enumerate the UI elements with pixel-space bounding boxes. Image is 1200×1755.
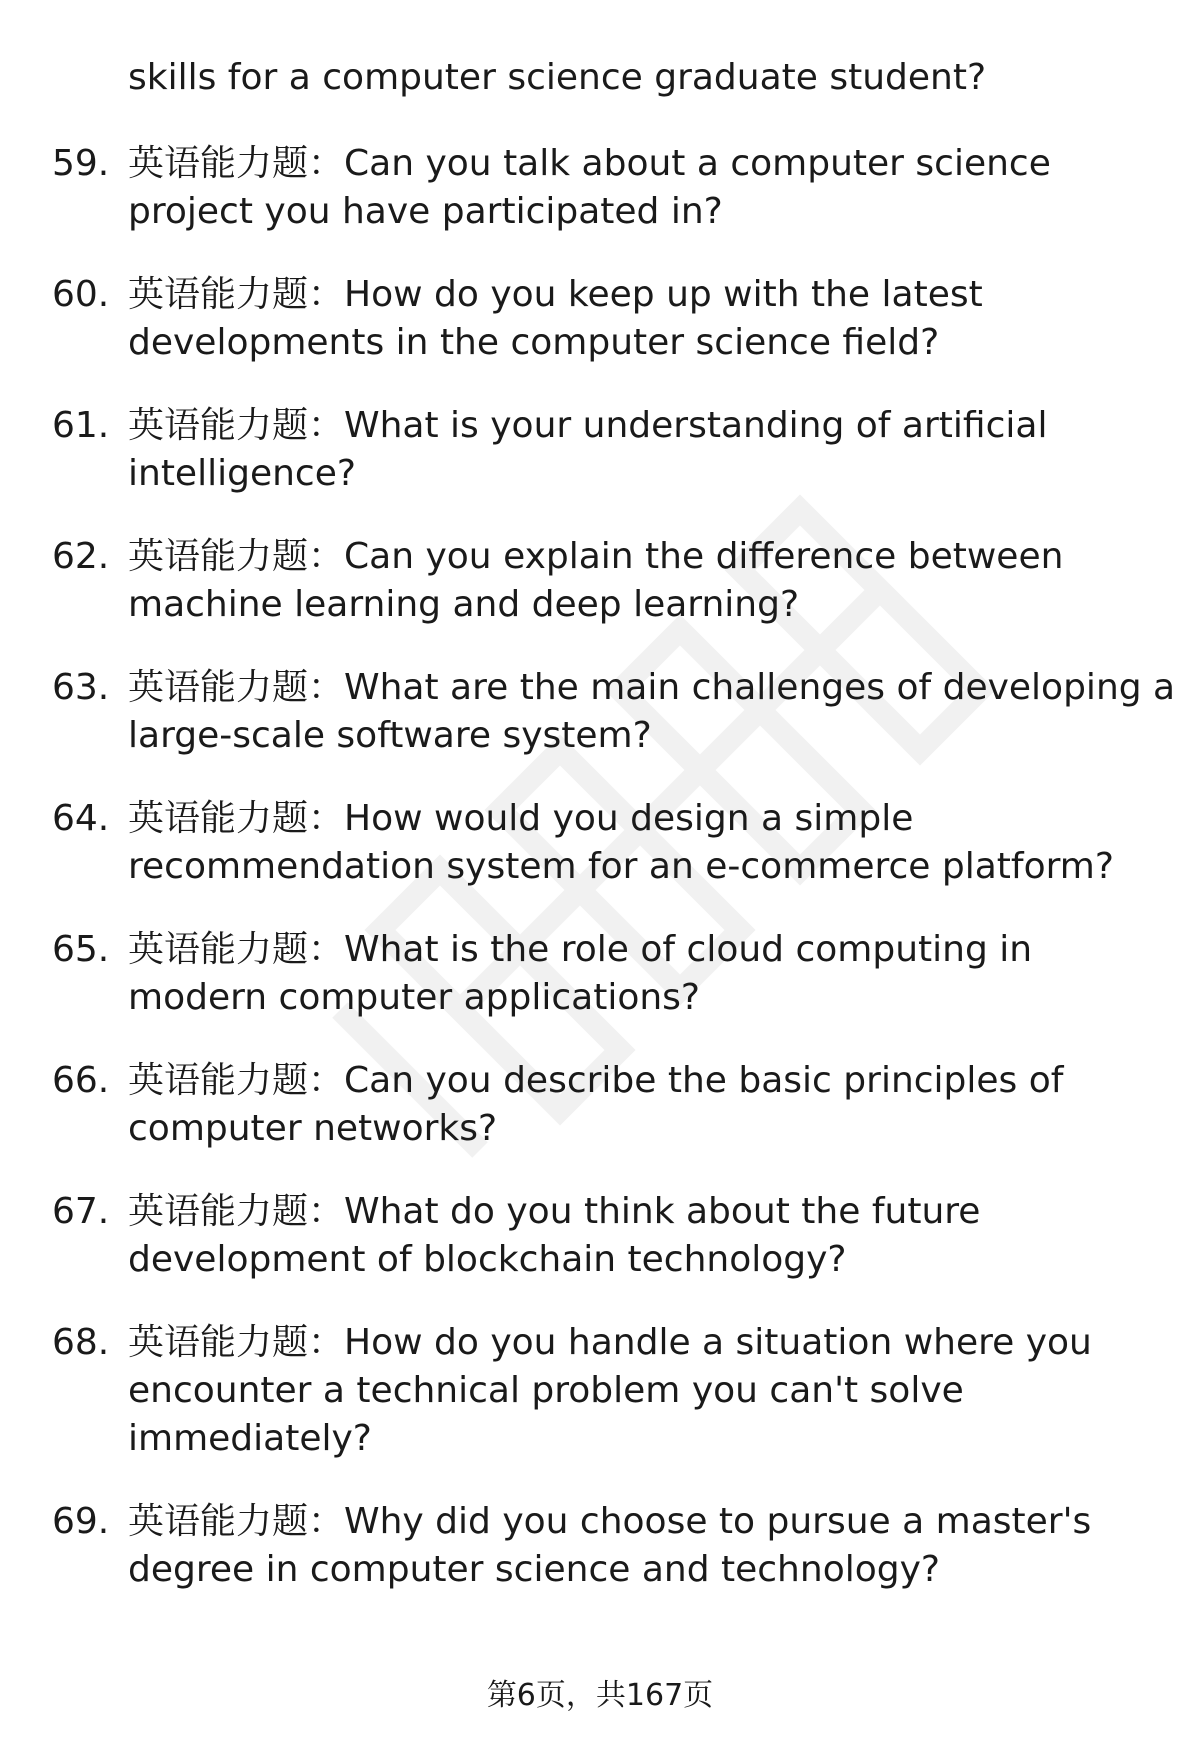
question-number: 61. bbox=[52, 405, 110, 446]
question-body bbox=[128, 533, 1180, 629]
question-item bbox=[0, 533, 1200, 629]
question-category-label: 英语能力题： bbox=[128, 405, 345, 446]
question-item bbox=[0, 664, 1200, 760]
question-number: 65. bbox=[52, 929, 110, 970]
question-body bbox=[128, 664, 1180, 760]
question-text: How do you handle a situation where you encounter a technical problem you can't solve immediately? bbox=[128, 1322, 1092, 1459]
question-number: 68. bbox=[52, 1322, 110, 1363]
question-item bbox=[0, 271, 1200, 367]
question-text: What do you think about the future development of blockchain technology? bbox=[128, 1191, 981, 1280]
question-item bbox=[0, 1498, 1200, 1594]
question-number: 67. bbox=[52, 1191, 110, 1232]
question-body bbox=[128, 1319, 1180, 1463]
question-number: 62. bbox=[52, 536, 110, 577]
question-item bbox=[0, 140, 1200, 236]
question-text: Can you talk about a computer science project you have participated in? bbox=[128, 143, 1051, 232]
question-number: 59. bbox=[52, 143, 110, 184]
question-text: Why did you choose to pursue a master's degree in computer science and technology? bbox=[128, 1501, 1092, 1590]
question-body bbox=[128, 1498, 1180, 1594]
question-category-label: 英语能力题： bbox=[128, 143, 345, 184]
question-text: What is the role of cloud computing in modern computer applications? bbox=[128, 929, 1033, 1018]
question-body bbox=[128, 140, 1180, 236]
question-list bbox=[0, 140, 1200, 1629]
question-category-label: 英语能力题： bbox=[128, 929, 345, 970]
question-number: 60. bbox=[52, 274, 110, 315]
question-text: What is your understanding of artificial intelligence? bbox=[128, 405, 1048, 494]
question-body bbox=[128, 1188, 1180, 1284]
question-item bbox=[0, 1188, 1200, 1284]
question-category-label: 英语能力题： bbox=[128, 536, 345, 577]
question-body bbox=[128, 402, 1180, 498]
question-number: 63. bbox=[52, 667, 110, 708]
question-text: How would you design a simple recommendation system for an e-commerce platform? bbox=[128, 798, 1114, 887]
question-text: Can you explain the difference between machine learning and deep learning? bbox=[128, 536, 1064, 625]
question-item bbox=[0, 926, 1200, 1022]
question-category-label: 英语能力题： bbox=[128, 274, 345, 315]
question-item bbox=[0, 1319, 1200, 1463]
page-footer: 第6页，共167页 bbox=[486, 1678, 714, 1713]
question-item bbox=[0, 795, 1200, 891]
question-category-label: 英语能力题： bbox=[128, 1060, 345, 1101]
question-text: How do you keep up with the latest developments in the computer science field? bbox=[128, 274, 983, 363]
question-body bbox=[128, 926, 1180, 1022]
question-text: What are the main challenges of developing a large-scale software system? bbox=[128, 667, 1176, 756]
question-category-label: 英语能力题： bbox=[128, 1191, 345, 1232]
question-body bbox=[128, 795, 1180, 891]
question-number: 66. bbox=[52, 1060, 110, 1101]
question-body bbox=[128, 1057, 1180, 1153]
continued-question-text: skills for a computer science graduate student? bbox=[128, 57, 987, 98]
question-number: 69. bbox=[52, 1501, 110, 1542]
question-item bbox=[0, 1057, 1200, 1153]
question-category-label: 英语能力题： bbox=[128, 1501, 345, 1542]
question-category-label: 英语能力题： bbox=[128, 667, 345, 708]
question-body bbox=[128, 271, 1180, 367]
question-category-label: 英语能力题： bbox=[128, 798, 345, 839]
question-item bbox=[0, 402, 1200, 498]
question-category-label: 英语能力题： bbox=[128, 1322, 345, 1363]
question-text: Can you describe the basic principles of computer networks? bbox=[128, 1060, 1064, 1149]
question-number: 64. bbox=[52, 798, 110, 839]
